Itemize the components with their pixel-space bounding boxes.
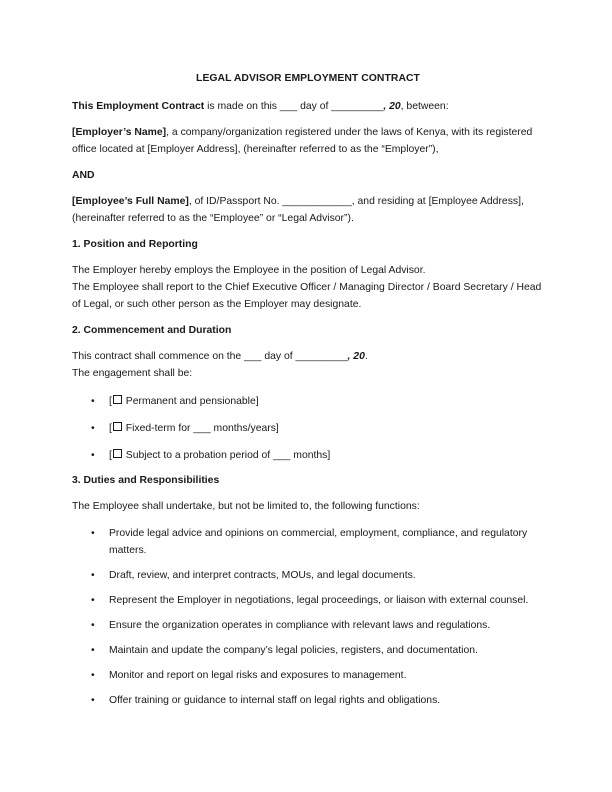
checkbox-icon[interactable]: [113, 395, 122, 404]
list-item: [72, 692, 544, 709]
option-label: Subject to a probation period of ___ months]: [122, 450, 331, 461]
option-bracket: [: [109, 396, 112, 407]
bullet-icon: •: [91, 450, 95, 461]
bullet-icon: •: [91, 620, 95, 631]
checkbox-icon[interactable]: [113, 422, 122, 431]
bullet-icon: •: [91, 595, 95, 606]
section-2-line-2: The engagement shall be:: [72, 368, 193, 379]
contract-title: LEGAL ADVISOR EMPLOYMENT CONTRACT: [196, 73, 420, 84]
list-item: [72, 617, 544, 634]
option-bracket: [: [109, 450, 112, 461]
section-3-intro: The Employee shall undertake, but not be limited to, the following functions:: [72, 501, 420, 512]
list-item: [72, 592, 544, 609]
intro-end: , between:: [400, 101, 449, 112]
and-label: AND: [72, 170, 95, 181]
bullet-icon: •: [91, 645, 95, 656]
bullet-icon: •: [91, 670, 95, 681]
employee-paragraph: [72, 193, 544, 227]
list-item: [72, 642, 544, 659]
duty-text: Maintain and update the company’s legal policies, registers, and documentation.: [109, 645, 478, 656]
section-2-line-1-end: .: [364, 351, 368, 362]
employee-name: [Employee’s Full Name]: [72, 196, 189, 207]
duty-text: Offer training or guidance to internal staff on legal rights and obligations.: [109, 695, 441, 706]
employer-name: [Employer’s Name]: [72, 127, 167, 138]
intro-year: , 20: [383, 101, 401, 112]
bullet-icon: •: [91, 528, 95, 539]
list-item: [72, 525, 544, 559]
employer-text: , a company/organization registered under the laws of Kenya, with its registered office located at [Employer Address], (hereinafter referred to as the “Employer”),: [72, 127, 533, 155]
bullet-icon: •: [91, 396, 95, 407]
bullet-icon: •: [91, 570, 95, 581]
section-1-heading: 1. Position and Reporting: [72, 239, 198, 250]
list-item: [72, 667, 544, 684]
engagement-options-list: [72, 393, 544, 464]
duty-text: Provide legal advice and opinions on commercial, employment, compliance, and regulatory matters.: [109, 528, 528, 556]
duty-text: Ensure the organization operates in compliance with relevant laws and regulations.: [109, 620, 491, 631]
section-2-line-1: This contract shall commence on the ___ day of _________: [72, 351, 348, 362]
duty-text: Monitor and report on legal risks and exposures to management.: [109, 670, 407, 681]
section-1-line-1: The Employer hereby employs the Employee in the position of Legal Advisor.: [72, 265, 426, 276]
section-1-line-2: The Employee shall report to the Chief Executive Officer / Managing Director / Board Secretary / Head of Legal, or such other person as the Employer may designate.: [72, 282, 542, 310]
section-3-heading: 3. Duties and Responsibilities: [72, 475, 220, 486]
option-label: Permanent and pensionable]: [122, 396, 259, 407]
list-item: [72, 447, 544, 464]
section-2-year: , 20: [347, 351, 365, 362]
duties-list: [72, 525, 544, 709]
list-item: [72, 420, 544, 437]
section-1-body: [72, 262, 544, 313]
checkbox-icon[interactable]: [113, 449, 122, 458]
contract-page: [72, 70, 544, 717]
duty-text: Draft, review, and interpret contracts, MOUs, and legal documents.: [109, 570, 416, 581]
bullet-icon: •: [91, 423, 95, 434]
intro-text: is made on this ___ day of _________: [204, 101, 384, 112]
list-item: [72, 567, 544, 584]
employer-paragraph: [72, 124, 544, 158]
list-item: [72, 393, 544, 410]
section-2-heading: 2. Commencement and Duration: [72, 325, 232, 336]
intro-bold: This Employment Contract: [72, 101, 205, 112]
option-label: Fixed-term for ___ months/years]: [122, 423, 279, 434]
employee-text: , of ID/Passport No. ____________, and residing at [Employee Address], (hereinafter referred to as the “Employee” or “Legal Advisor”).: [72, 196, 524, 224]
option-bracket: [: [109, 423, 112, 434]
section-2-body: [72, 348, 544, 382]
duty-text: Represent the Employer in negotiations, legal proceedings, or liaison with external counsel.: [109, 595, 529, 606]
bullet-icon: •: [91, 695, 95, 706]
intro-paragraph: [72, 98, 544, 115]
